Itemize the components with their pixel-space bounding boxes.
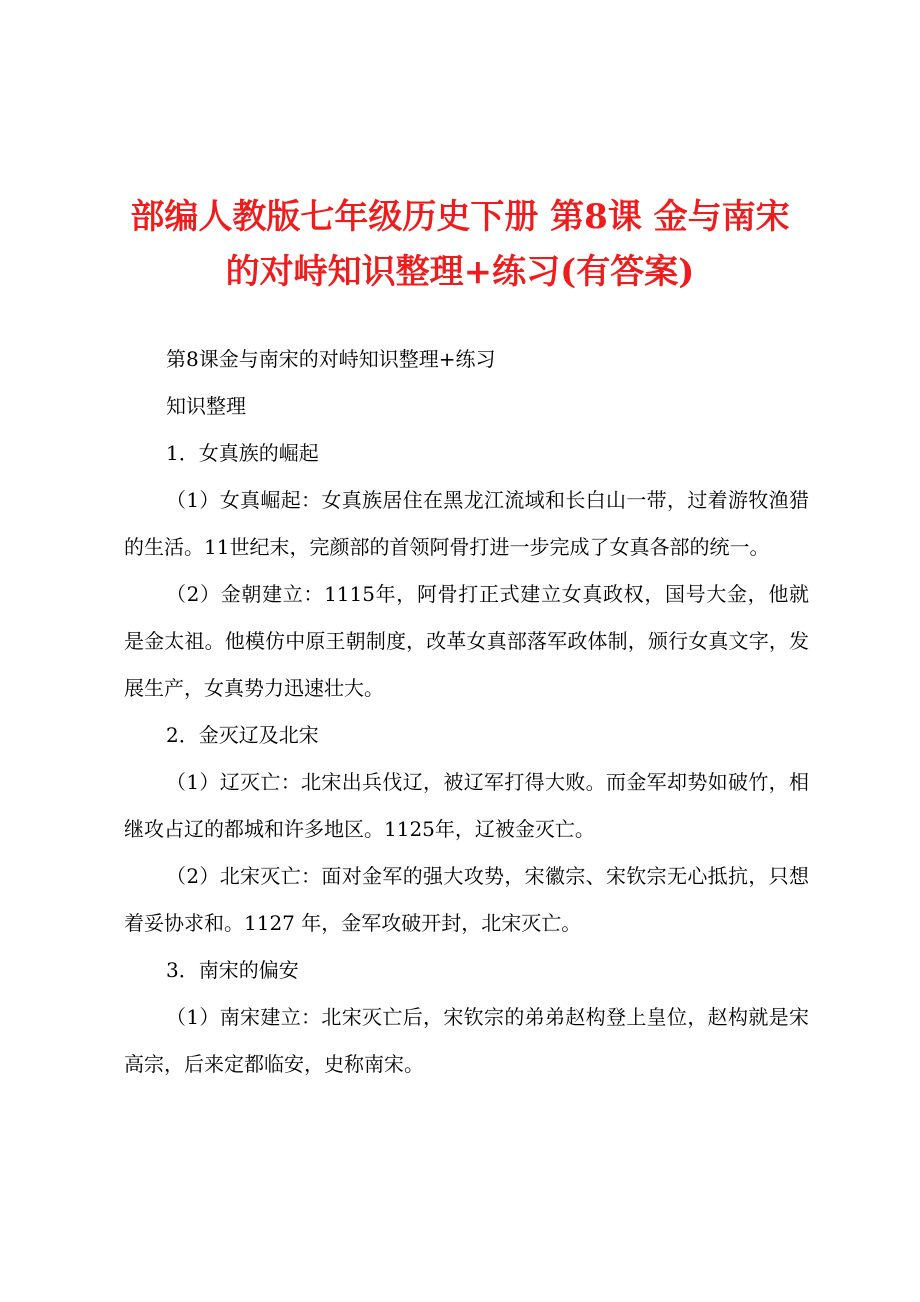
section-heading-3: 3．南宋的偏安	[166, 958, 299, 982]
document-body	[124, 336, 809, 1088]
paragraph-1-1: （1）女真崛起：女真族居住在黑龙江流域和长白山一带，过着游牧渔猎的生活。11世纪末，完颜部的首领阿骨打进一步完成了女真各部的统一。	[124, 488, 809, 559]
title-line-1: 部编人教版七年级历史下册 第8课 金与南宋	[130, 197, 790, 237]
paragraph-2-2: （2）北宋灭亡：面对金军的强大攻势，宋徽宗、宋钦宗无心抵抗，只想着妥协求和。1127 年，金军攻破开封，北宋灭亡。	[124, 864, 809, 935]
paragraph-3-1: （1）南宋建立：北宋灭亡后，宋钦宗的弟弟赵构登上皇位，赵构就是宋高宗，后来定都临安，史称南宋。	[124, 1005, 809, 1076]
paragraph-1-2: （2）金朝建立：1115年，阿骨打正式建立女真政权，国号大金，他就是金太祖。他模仿中原王朝制度，改革女真部落军政体制，颁行女真文字，发展生产，女真势力迅速壮大。	[124, 582, 809, 700]
document-title	[110, 190, 810, 300]
section-heading-1: 1．女真族的崛起	[166, 441, 319, 465]
paragraph-2-1: （1）辽灭亡：北宋出兵伐辽，被辽军打得大败。而金军却势如破竹，相继攻占辽的都城和许多地区。1125年，辽被金灭亡。	[124, 770, 809, 841]
section-label: 知识整理	[166, 394, 246, 418]
section-heading-2: 2．金灭辽及北宋	[166, 723, 319, 747]
title-line-2: 的对峙知识整理+练习(有答案)	[225, 252, 695, 292]
document-subtitle: 第8课金与南宋的对峙知识整理+练习	[166, 347, 496, 371]
